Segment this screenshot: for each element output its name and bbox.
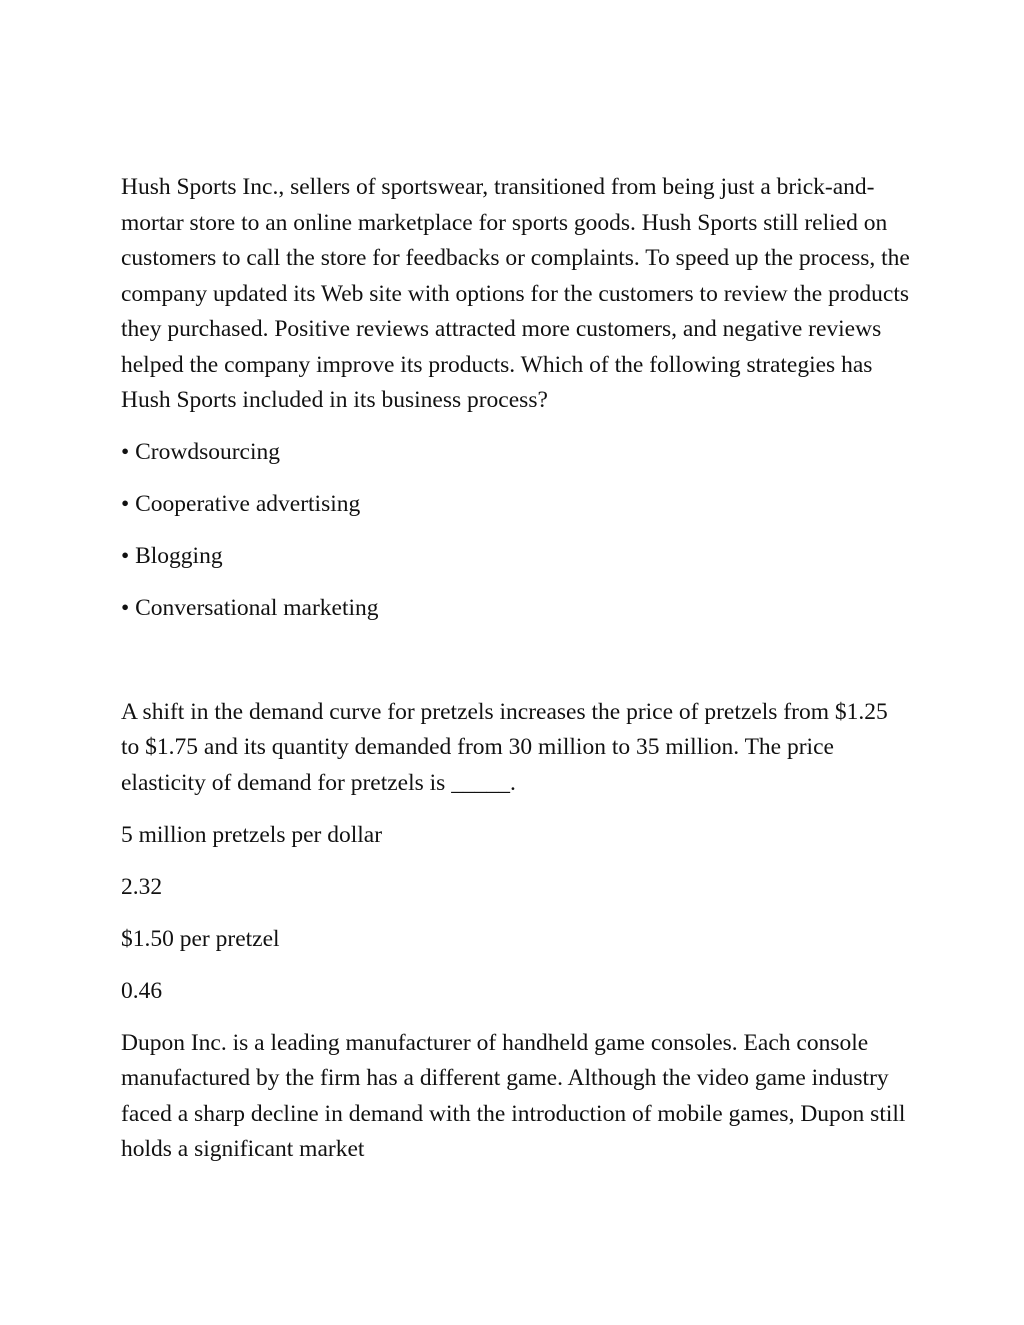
question-1-option-a: • Crowdsourcing	[121, 439, 281, 465]
question-1-stem: Hush Sports Inc., sellers of sportswear, transitioned from being just a brick-and-mortar store to an online marketplace for sports goods. Hush Sports still relied on customers to call the store for feedbacks or complaints. To speed up the process, the company updated its Web site with options for the customers to review the products they purchased. Positive reviews attracted more customers, and negative reviews helped the company improve its products. Which of the following strategies has Hush Sports included in its business process?	[121, 174, 910, 413]
question-2-option-b: 2.32	[121, 873, 163, 900]
question-3-stem: Dupon Inc. is a leading manufacturer of handheld game consoles. Each console manufactured by the firm has a different game. Although the video game industry faced a sharp decline in demand with the introduction of mobile games, Dupon still holds a significant market	[121, 1029, 906, 1162]
document-page	[121, 170, 911, 1168]
question-2-option-d: 0.46	[121, 977, 163, 1004]
question-1-option-d: • Conversational marketing	[121, 595, 379, 621]
question-1-option-c: • Blogging	[121, 543, 223, 569]
question-2-option-a: 5 million pretzels per dollar	[121, 821, 383, 848]
question-2-stem: A shift in the demand curve for pretzels increases the price of pretzels from $1.25 to $1.75 and its quantity demanded from 30 million to 35 million. The price elasticity of demand for pretzels is _____.	[121, 698, 888, 796]
question-1-option-b: • Cooperative advertising	[121, 491, 361, 517]
question-2-option-c: $1.50 per pretzel	[121, 925, 280, 952]
